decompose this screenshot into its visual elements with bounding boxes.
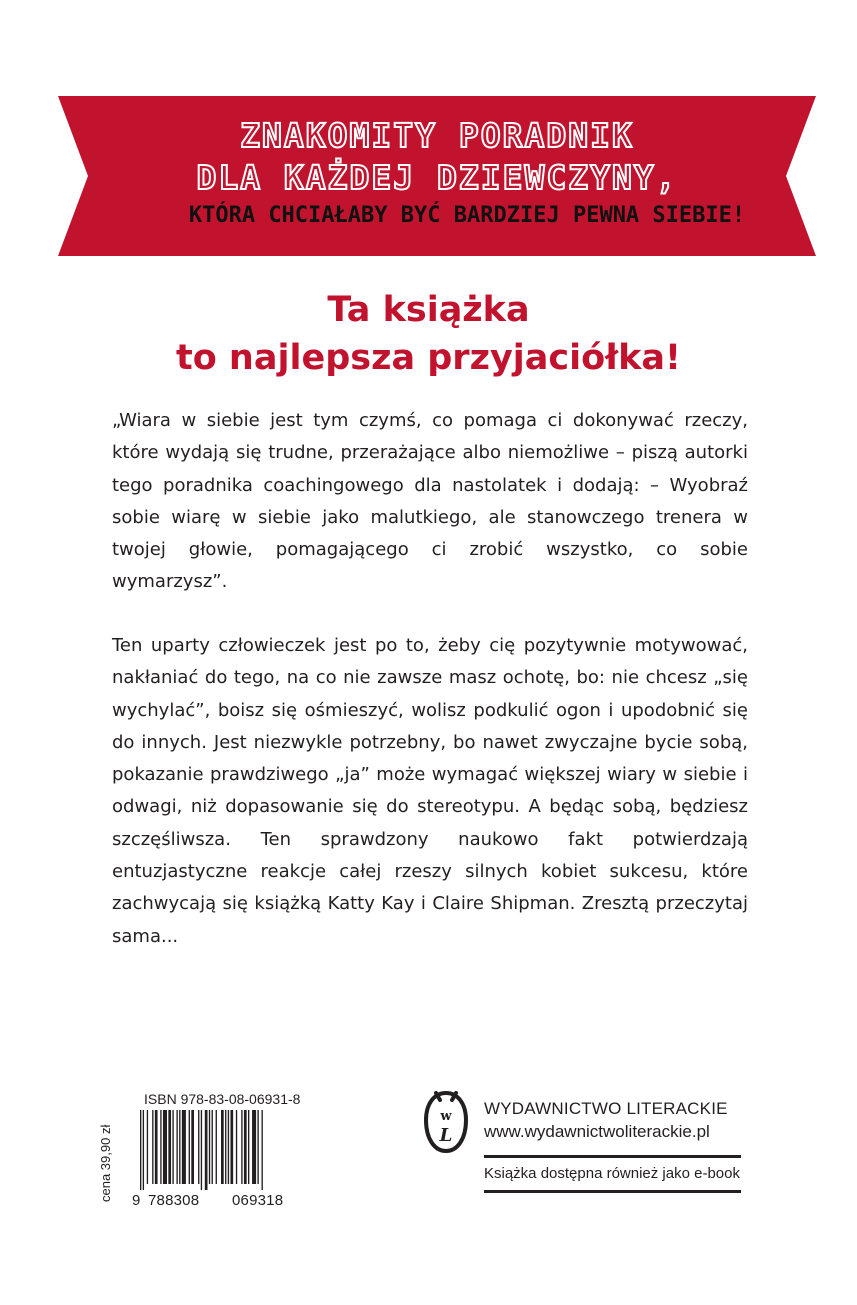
barcode-bar (228, 1110, 229, 1184)
isbn-label: ISBN 978-83-08-06931-8 (144, 1091, 301, 1107)
ebook-note: Książka dostępna również jako e-book (484, 1165, 740, 1182)
barcode-bar (216, 1110, 217, 1184)
barcode-bar (198, 1110, 199, 1184)
divider (484, 1155, 741, 1158)
barcode-digit-lead: 9 (132, 1192, 141, 1209)
publisher-url[interactable]: www.wydawnictwoliterackie.pl (484, 1122, 710, 1141)
barcode-bar (209, 1110, 210, 1184)
barcode-bar (225, 1110, 226, 1184)
barcode-icon (138, 1110, 310, 1190)
svg-text:L: L (439, 1125, 453, 1146)
barcode-bar (244, 1110, 247, 1184)
barcode-bar (257, 1110, 258, 1184)
headline-line-1: Ta książka (327, 290, 530, 330)
barcode-bar (163, 1110, 167, 1184)
barcode-bar (172, 1110, 173, 1184)
barcode-bar (191, 1110, 194, 1184)
barcode-bar (252, 1110, 256, 1184)
barcode-bar (212, 1110, 213, 1184)
barcode-digits-right: 069318 (232, 1192, 284, 1209)
barcode-bar (155, 1110, 158, 1184)
barcode-bar (241, 1110, 242, 1184)
svg-text:w: w (440, 1109, 452, 1124)
barcode-bar (160, 1110, 161, 1184)
banner-line-3: KTÓRA CHCIAŁABY BYĆ BARDZIEJ PEWNA SIEBIE! (188, 203, 746, 228)
price-label: cena 39,90 zł (98, 1124, 113, 1202)
blurb-paragraph-1: „Wiara w siebie jest tym czymś, co pomaga ci dokonywać rzeczy, które wydają się trudne, przerażające albo niemożliwe – piszą autorki tego poradnika coachingowego dla nastolatek i dodają: – Wyobraź sobie wiarę w siebie jako malutkiego, ale stanowczego trenera w twojej głowie, pomagającego ci zrobić wszystko, co sobie wymarzysz”. (112, 410, 748, 593)
barcode-bar (168, 1110, 171, 1184)
banner (58, 96, 816, 256)
barcode-bar (262, 1110, 263, 1190)
barcode-bar (205, 1110, 208, 1190)
divider (484, 1190, 741, 1193)
banner-line-1: ZNAKOMITY PORADNIK (240, 116, 634, 155)
barcode-bar (248, 1110, 249, 1184)
barcode-bar (179, 1110, 180, 1184)
barcode-bar (236, 1110, 237, 1184)
barcode-bar (152, 1110, 153, 1184)
barcode-bar (143, 1110, 144, 1190)
blurb-paragraph-2: Ten uparty człowieczek jest po to, żeby cię pozytywnie motywować, nakłaniać do tego, na co nie zawsze masz ochotę, bo: nie chcesz „się wychylać”, boisz się ośmieszyć, wolisz podkulić ogon i upodobnić się do innych. Jest niezwykle potrzebny, bo nawet zwyczajne bycie sobą, pokazanie prawdziwego „ja” może wymagać większej wiary w siebie i odwagi, niż dopasowanie się do stereotypu. A będąc sobą, będziesz szczęśliwsza. Ten sprawdzony naukowo fakt potwierdzają entuzjastyczne reakcje całej rzeszy silnych kobiet sukcesu, które zachwycają się książką Katty Kay i Claire Shipman. Zresztą przeczytaj sama... (112, 635, 748, 947)
barcode-bar (182, 1110, 186, 1184)
barcode-bar (147, 1110, 148, 1184)
barcode-bar (189, 1110, 190, 1184)
barcode-bar (140, 1110, 141, 1190)
publisher-name: WYDAWNICTWO LITERACKIE (484, 1099, 728, 1118)
barcode-bar (221, 1110, 224, 1184)
barcode-bar (201, 1110, 202, 1190)
barcode-digits-left: 788308 (148, 1192, 200, 1209)
headline-line-2: to najlepsza przyjaciółka! (175, 338, 682, 378)
barcode-bar (176, 1110, 177, 1184)
wl-owl-logo-icon (422, 1090, 470, 1154)
barcode-bar (230, 1110, 233, 1184)
banner-line-2: DLA KAŻDEJ DZIEWCZYNY, (196, 158, 678, 197)
